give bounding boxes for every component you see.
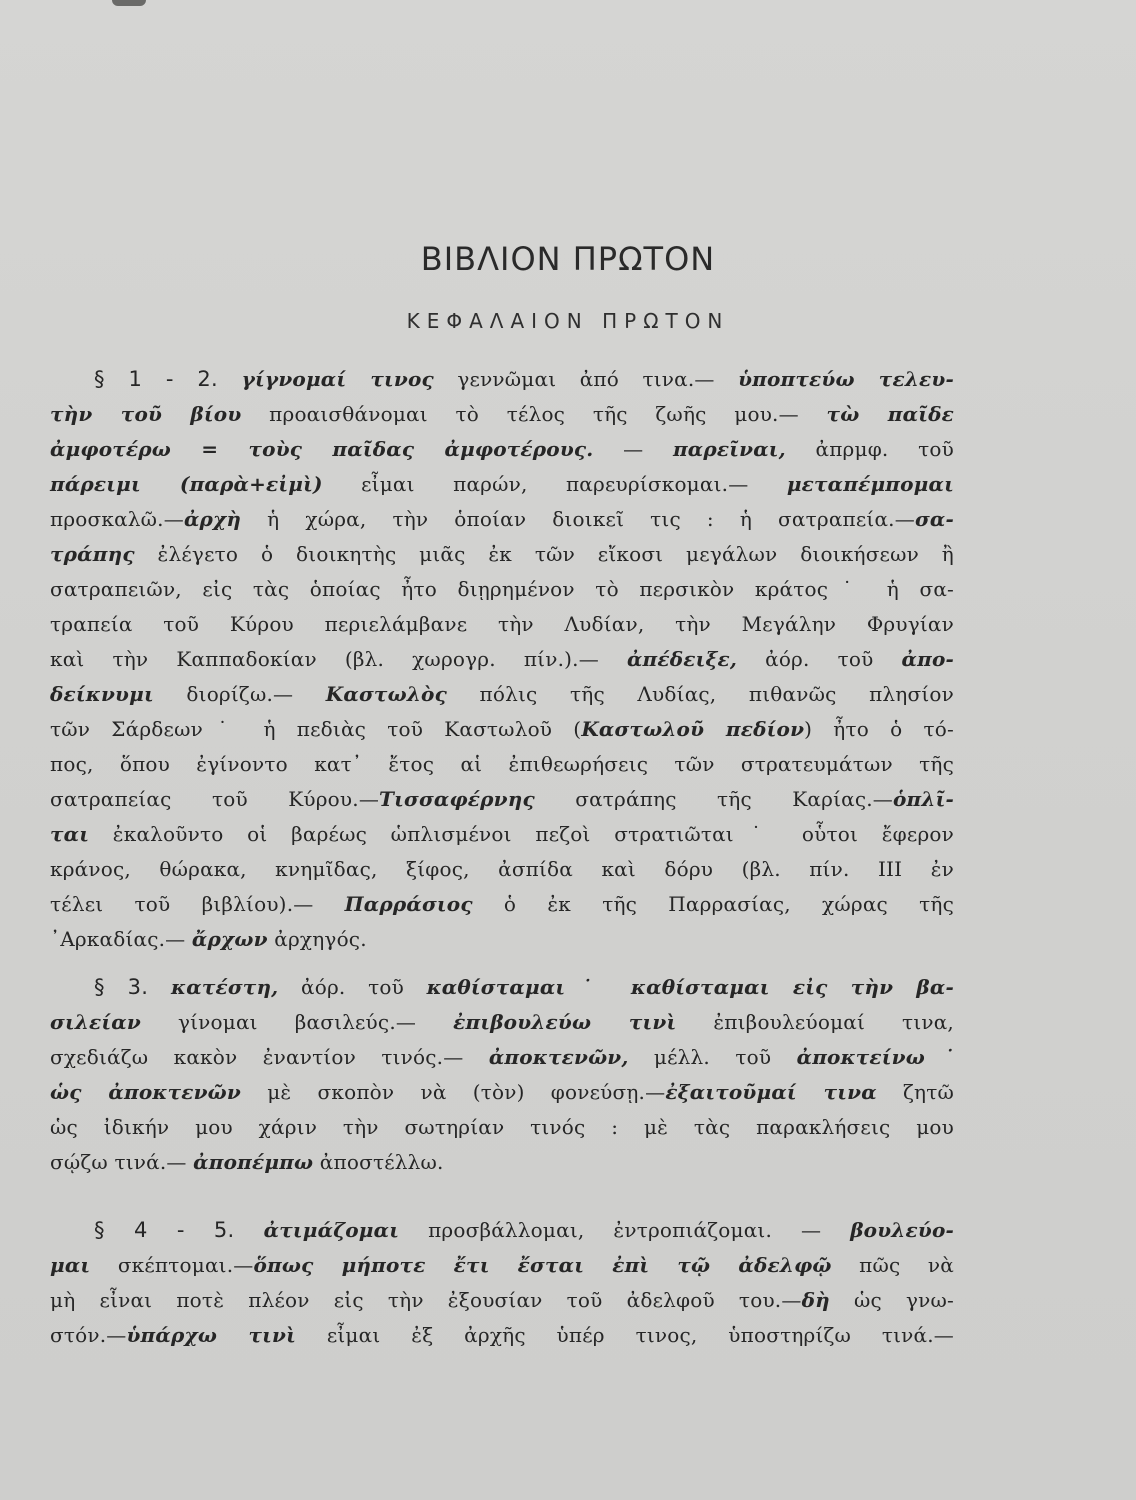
text-line: μὴ εἶναι ποτὲ πλέον εἰς τὴν ἐξουσίαν τοῦ ἀδελφοῦ του.—δὴ ὡς γνω- [50, 1288, 954, 1312]
text-line: καὶ τὴν Καππαδοκίαν (βλ. χωρογρ. πίν.).— ἀπέδειξε, ἀόρ. τοῦ ἀπο- [50, 647, 954, 671]
text-line: μαι σκέπτομαι.—ὅπως μήποτε ἔτι ἔσται ἐπὶ τῷ ἀδελφῷ πῶς νὰ [50, 1253, 954, 1277]
text-line: σιλείαν γίνομαι βασιλεύς.— ἐπιβουλεύω τινὶ ἐπιβουλεύομαί τινα, [50, 1010, 954, 1034]
text-line: σχεδιάζω κακὸν ἐναντίον τινός.— ἀποκτενῶν, μέλλ. τοῦ ἀποκτείνω˙ [50, 1045, 954, 1069]
text-line: τράπης ἐλέγετο ὁ διοικητὴς μιᾶς ἐκ τῶν εἴκοσι μεγάλων διοικήσεων ἢ [50, 542, 954, 566]
text-line: ται ἐκαλοῦντο οἱ βαρέως ὡπλισμένοι πεζοὶ στρατιῶται˙ οὗτοι ἔφερον [50, 822, 954, 846]
text-line: σατραπείας τοῦ Κύρου.—Τισσαφέρνης σατράπης τῆς Καρίας.—ὁπλῖ- [50, 787, 954, 811]
text-line: πάρειμι (παρὰ+εἰμὶ) εἶμαι παρών, παρευρίσκομαι.— μεταπέμπομαι [50, 472, 954, 496]
page-corner-mark [112, 0, 146, 6]
text-line: ἀμφοτέρω = τοὺς παῖδας ἀμφοτέρους. — παρεῖναι, ἀπρμφ. τοῦ [50, 437, 954, 461]
section-number: § 4 - 5. [94, 1218, 264, 1242]
text-line: κράνος, θώρακα, κνημῖδας, ξίφος, ἀσπίδα καὶ δόρυ (βλ. πίν. III ἐν [50, 857, 954, 881]
section-4-5 [50, 1213, 954, 1353]
text-line: σῴζω τινά.— ἀποπέμπω ἀποστέλλω. [50, 1150, 444, 1174]
text-line: § 1 - 2. γίγνομαί τινος γεννῶμαι ἀπό τινα.— ὑποπτεύω τελευ- [94, 367, 954, 391]
text-line: προσκαλῶ.—ἀρχὴ ἡ χώρα, τὴν ὁποίαν διοικεῖ τις : ἡ σατραπεία.—σα- [50, 507, 954, 531]
section-1-2 [50, 362, 954, 957]
text-line: πος, ὅπου ἐγίνοντο κατ᾽ ἔτος αἱ ἐπιθεωρήσεις τῶν στρατευμάτων τῆς [50, 752, 954, 776]
section-3 [50, 970, 954, 1180]
text-line: τὴν τοῦ βίου προαισθάνομαι τὸ τέλος τῆς ζωῆς μου.— τὼ παῖδε [50, 402, 954, 426]
text-line: σατραπειῶν, εἰς τὰς ὁποίας ἦτο διῃρημένον τὸ περσικὸν κράτος˙ ἡ σα- [50, 577, 954, 601]
text-line: στόν.—ὑπάρχω τινὶ εἶμαι ἐξ ἀρχῆς ὑπέρ τινος, ὑποστηρίζω τινά.— [50, 1323, 955, 1347]
text-line: § 4 - 5. ἀτιμάζομαι προσβάλλομαι, ἐντροπιάζομαι. — βουλεύο- [94, 1218, 954, 1242]
text-line: ᾽Αρκαδίας.— ἄρχων ἀρχηγός. [50, 927, 367, 951]
text-line: δείκνυμι διορίζω.— Καστωλὸς πόλις τῆς Λυδίας, πιθανῶς πλησίον [50, 682, 954, 706]
chapter-title: ΚΕΦΑΛΑΙΟΝ ΠΡΩΤΟΝ [406, 309, 730, 333]
text-line: § 3. κατέστη, ἀόρ. τοῦ καθίσταμαι˙ καθίσταμαι εἰς τὴν βα- [94, 975, 954, 999]
book-title: ΒΙΒΛΙΟΝ ΠΡΩΤΟΝ [420, 240, 716, 278]
text-line: τῶν Σάρδεων˙ ἡ πεδιὰς τοῦ Καστωλοῦ (Καστωλοῦ πεδίον) ἦτο ὁ τό- [50, 717, 954, 741]
text-line: τέλει τοῦ βιβλίου).— Παρράσιος ὁ ἐκ τῆς Παρρασίας, χώρας τῆς [50, 892, 954, 916]
text-line: τραπεία τοῦ Κύρου περιελάμβανε τὴν Λυδίαν, τὴν Μεγάλην Φρυγίαν [50, 612, 954, 636]
text-line: ὡς ἀποκτενῶν μὲ σκοπὸν νὰ (τὸν) φονεύσῃ.—ἐξαιτοῦμαί τινα ζητῶ [50, 1080, 954, 1104]
text-line: ὡς ἰδικήν μου χάριν τὴν σωτηρίαν τινός : μὲ τὰς παρακλήσεις μου [50, 1115, 954, 1139]
section-number: § 1 - 2. [94, 367, 242, 391]
section-number: § 3. [94, 975, 172, 999]
